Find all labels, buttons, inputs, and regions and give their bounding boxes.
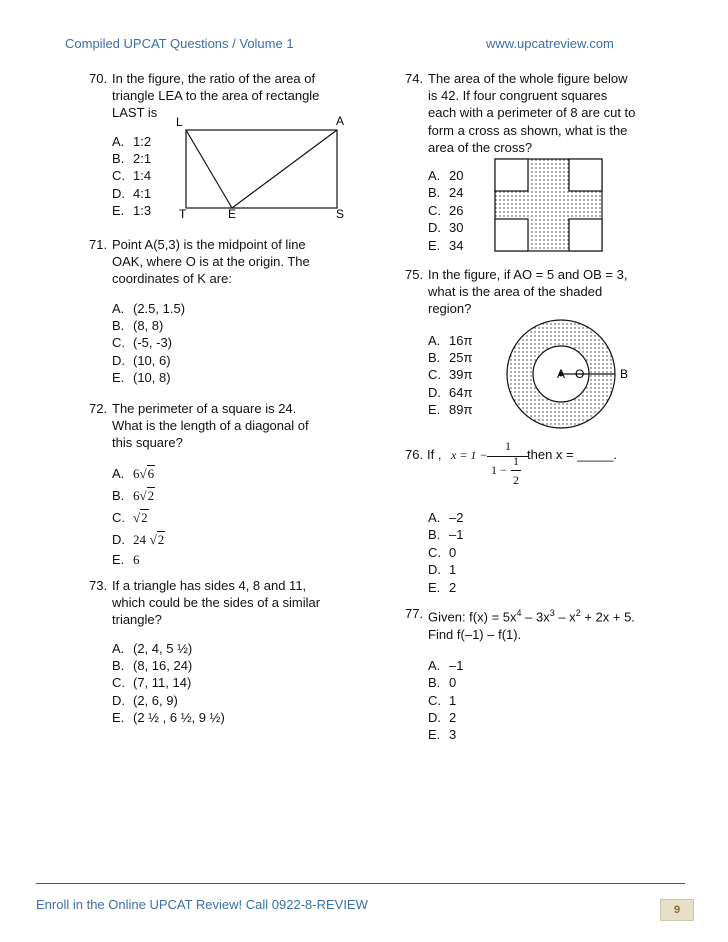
fraction-numerator: 1 — [505, 439, 511, 453]
question-stem: The perimeter of a square is 24. What is the length of a diagonal of this square? — [112, 401, 309, 451]
option-a[interactable]: A. 6√6 — [112, 465, 155, 481]
option-d[interactable]: D. 2 — [428, 709, 457, 725]
cut-square-bottom-right — [569, 219, 602, 251]
label-e: E — [228, 207, 237, 221]
question-stem: The area of the whole figure below is 42. If four congruent squares each with a perimeter of 8 are cut to form a cross as shown, what is the area of the cross? — [428, 71, 636, 155]
option-a[interactable]: A. (2.5, 1.5) — [112, 300, 186, 316]
option-b[interactable]: B. (8, 16, 24) — [112, 658, 193, 673]
question-number: 77. — [405, 606, 424, 621]
option-a[interactable]: A. 16π — [428, 332, 473, 348]
option-c[interactable]: C. 39π — [428, 367, 473, 383]
question-number: 76. — [405, 447, 424, 462]
label-o: O — [575, 367, 585, 381]
cut-square-bottom-left — [495, 219, 528, 251]
option-e[interactable]: E. 1:3 — [112, 203, 152, 219]
question-number: 71. — [89, 237, 108, 252]
option-c[interactable]: C. 1:4 — [112, 168, 152, 184]
option-c[interactable]: C. 26 — [428, 202, 464, 218]
rectangle-last-figure — [170, 112, 360, 222]
question-stem: If a triangle has sides 4, 8 and 11, which could be the sides of a similar triangle? — [112, 578, 321, 628]
question-stem: Point A(5,3) is the midpoint of line OAK, where O is at the origin. The coordinates of K are: — [112, 237, 310, 287]
option-a[interactable]: A. (2, 4, 5 ½) — [112, 640, 193, 656]
option-e[interactable]: E. (2 ½ , 6 ½, 9 ½) — [112, 710, 225, 726]
option-d[interactable]: D. 64π — [428, 384, 473, 400]
concentric-circles-figure — [505, 318, 640, 430]
answer-options — [112, 300, 369, 387]
option-d[interactable]: D. (2, 6, 9) — [112, 692, 178, 708]
option-e[interactable]: E. 89π — [428, 402, 473, 418]
question-76 — [405, 439, 705, 596]
answer-options — [428, 509, 705, 596]
question-number: 75. — [405, 267, 424, 282]
question-71 — [89, 236, 369, 387]
question-number: 70. — [89, 71, 108, 86]
fraction-inner-denominator: 1 − — [491, 463, 507, 477]
question-73 — [89, 577, 379, 727]
segment-le — [186, 130, 232, 208]
cross-figure — [494, 158, 604, 253]
header-title: Compiled UPCAT Questions / Volume 1 — [65, 36, 294, 51]
question-stem: In the figure, the ratio of the area of triangle LEA to the area of rectangle LAST is — [112, 71, 320, 121]
label-a: A — [336, 114, 345, 128]
question-number: 72. — [89, 401, 108, 416]
option-e[interactable]: E. (10, 8) — [112, 370, 171, 386]
equation-lhs: x = 1 − — [451, 448, 488, 462]
label-a: A — [557, 367, 566, 381]
option-d[interactable]: D. 4:1 — [112, 185, 152, 201]
page-number: 9 — [660, 899, 694, 921]
answer-options — [428, 657, 705, 744]
option-a[interactable]: A. –2 — [428, 510, 464, 525]
option-e[interactable]: E. 6 — [112, 551, 140, 567]
answer-options — [112, 640, 379, 727]
question-77 — [405, 605, 705, 744]
option-c[interactable]: C. √2 — [112, 509, 148, 525]
label-l: L — [176, 115, 183, 129]
option-c[interactable]: C. 1 — [428, 692, 457, 708]
option-e[interactable]: E. 2 — [428, 579, 457, 595]
option-b[interactable]: B. 0 — [428, 675, 457, 691]
cut-square-top-left — [495, 159, 528, 191]
question-72 — [89, 400, 369, 569]
label-s: S — [336, 207, 345, 221]
answer-options — [112, 463, 369, 569]
option-d[interactable]: D. 24 √2 — [112, 531, 165, 547]
label-t: T — [179, 207, 187, 221]
option-b[interactable]: B. 24 — [428, 185, 464, 201]
option-a[interactable]: A. –1 — [428, 657, 464, 673]
option-b[interactable]: B. 6√2 — [112, 487, 155, 503]
question-stem: In the figure, if AO = 5 and OB = 3, what is the area of the shaded region? — [428, 267, 628, 317]
footer-enroll-text[interactable]: Enroll in the Online UPCAT Review! Call 0922-8-REVIEW — [36, 897, 368, 912]
option-c[interactable]: C. 0 — [428, 544, 457, 560]
option-b[interactable]: B. 2:1 — [112, 151, 152, 166]
option-b[interactable]: B. 25π — [428, 350, 473, 365]
option-c[interactable]: C. (-5, -3) — [112, 335, 172, 351]
option-d[interactable]: D. (10, 6) — [112, 352, 171, 368]
footer-divider — [36, 883, 685, 884]
label-b: B — [620, 367, 629, 381]
option-d[interactable]: D. 30 — [428, 220, 464, 236]
question-stem: Given: $f(x) = 5x^4 - 3x^3 - x^2 + 2x + 5$. Find f(–1) – f(1). — [428, 608, 635, 642]
question-76-stem: 76. If , x = 1 − 1 1 − 1 2 then x = _____. — [405, 439, 617, 487]
option-d[interactable]: D. 1 — [428, 562, 457, 578]
option-e[interactable]: E. 3 — [428, 727, 457, 743]
header-url[interactable]: www.upcatreview.com — [486, 36, 614, 51]
option-a[interactable]: A. 20 — [428, 168, 464, 184]
option-b[interactable]: B. (8, 8) — [112, 318, 164, 333]
question-number: 74. — [405, 71, 424, 86]
cut-square-top-right — [569, 159, 602, 191]
option-e[interactable]: E. 34 — [428, 237, 464, 253]
option-a[interactable]: A. 1:2 — [112, 133, 152, 149]
question-number: 73. — [89, 578, 108, 593]
option-c[interactable]: C. (7, 11, 14) — [112, 675, 192, 691]
option-b[interactable]: B. –1 — [428, 527, 464, 543]
segment-ea — [232, 130, 337, 208]
